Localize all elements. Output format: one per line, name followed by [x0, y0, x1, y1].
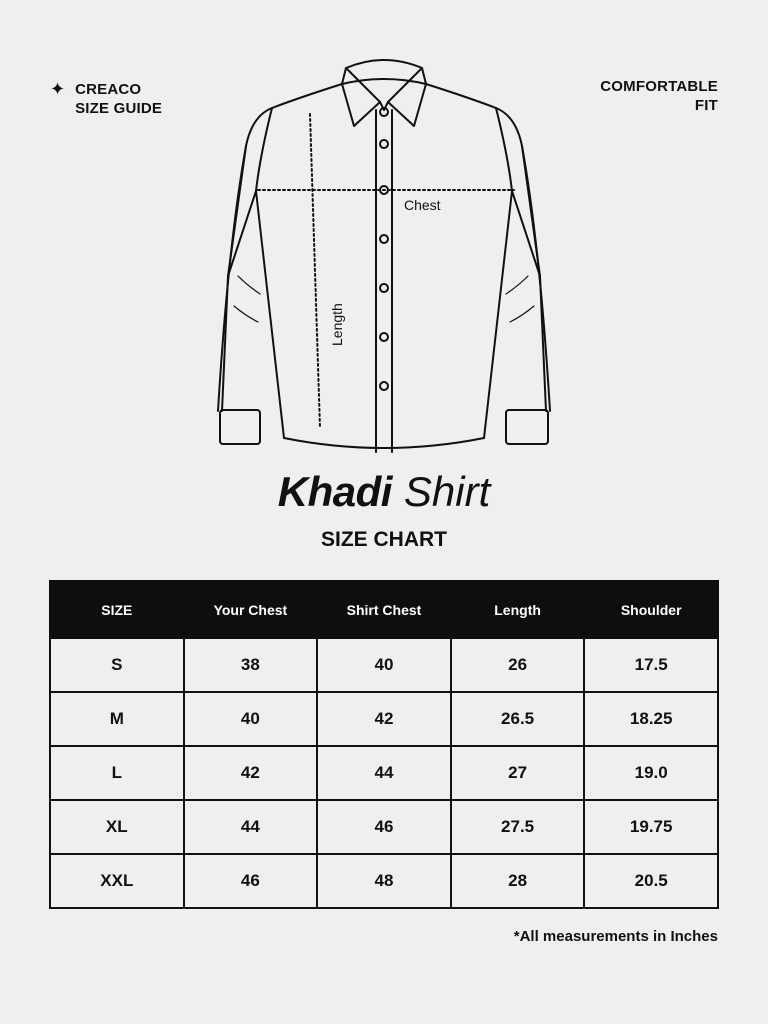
- cell-size: XXL: [50, 854, 184, 908]
- chest-label: Chest: [404, 197, 441, 213]
- fit-line-1: COMFORTABLE: [600, 78, 718, 95]
- fit-line-2: FIT: [694, 97, 718, 114]
- title-bold: Khadi: [277, 468, 392, 515]
- cell-your-chest: 42: [184, 746, 318, 800]
- header-row: [50, 581, 718, 638]
- brand-block: [50, 80, 162, 118]
- cell-shoulder: 18.25: [584, 692, 718, 746]
- cell-shirt-chest: 44: [317, 746, 451, 800]
- cell-shirt-chest: 46: [317, 800, 451, 854]
- cell-length: 26.5: [451, 692, 585, 746]
- header-shoulder: Shoulder: [584, 581, 718, 638]
- cell-length: 27.5: [451, 800, 585, 854]
- table-row: [50, 746, 718, 800]
- cell-your-chest: 46: [184, 854, 318, 908]
- cell-your-chest: 38: [184, 638, 318, 692]
- cell-your-chest: 44: [184, 800, 318, 854]
- title-light: Shirt: [403, 468, 491, 515]
- measurement-footnote: *All measurements in Inches: [513, 928, 718, 945]
- fit-label: [600, 77, 718, 115]
- brand-subtitle: SIZE GUIDE: [75, 100, 163, 117]
- cell-shoulder: 19.75: [584, 800, 718, 854]
- header-length: Length: [451, 581, 585, 638]
- cell-shoulder: 19.0: [584, 746, 718, 800]
- cell-size: XL: [50, 800, 184, 854]
- shirt-illustration: [208, 46, 560, 458]
- cell-length: 26: [451, 638, 585, 692]
- header-size: SIZE: [50, 581, 184, 638]
- cell-shoulder: 17.5: [584, 638, 718, 692]
- sparkle-icon: ✦: [50, 79, 66, 99]
- cell-your-chest: 40: [184, 692, 318, 746]
- table-row: [50, 638, 718, 692]
- header-your-chest: Your Chest: [184, 581, 318, 638]
- page-title: [0, 468, 768, 516]
- brand-name: CREACO: [75, 81, 142, 98]
- table-row: [50, 800, 718, 854]
- length-label: Length: [329, 303, 345, 346]
- cell-shoulder: 20.5: [584, 854, 718, 908]
- cell-length: 28: [451, 854, 585, 908]
- cell-shirt-chest: 48: [317, 854, 451, 908]
- table-row: [50, 854, 718, 908]
- size-chart-table: [49, 580, 719, 909]
- cell-size: S: [50, 638, 184, 692]
- table-row: [50, 692, 718, 746]
- size-chart-heading: SIZE CHART: [321, 528, 447, 551]
- cell-size: M: [50, 692, 184, 746]
- cell-size: L: [50, 746, 184, 800]
- cell-shirt-chest: 40: [317, 638, 451, 692]
- cell-shirt-chest: 42: [317, 692, 451, 746]
- header-shirt-chest: Shirt Chest: [317, 581, 451, 638]
- cell-length: 27: [451, 746, 585, 800]
